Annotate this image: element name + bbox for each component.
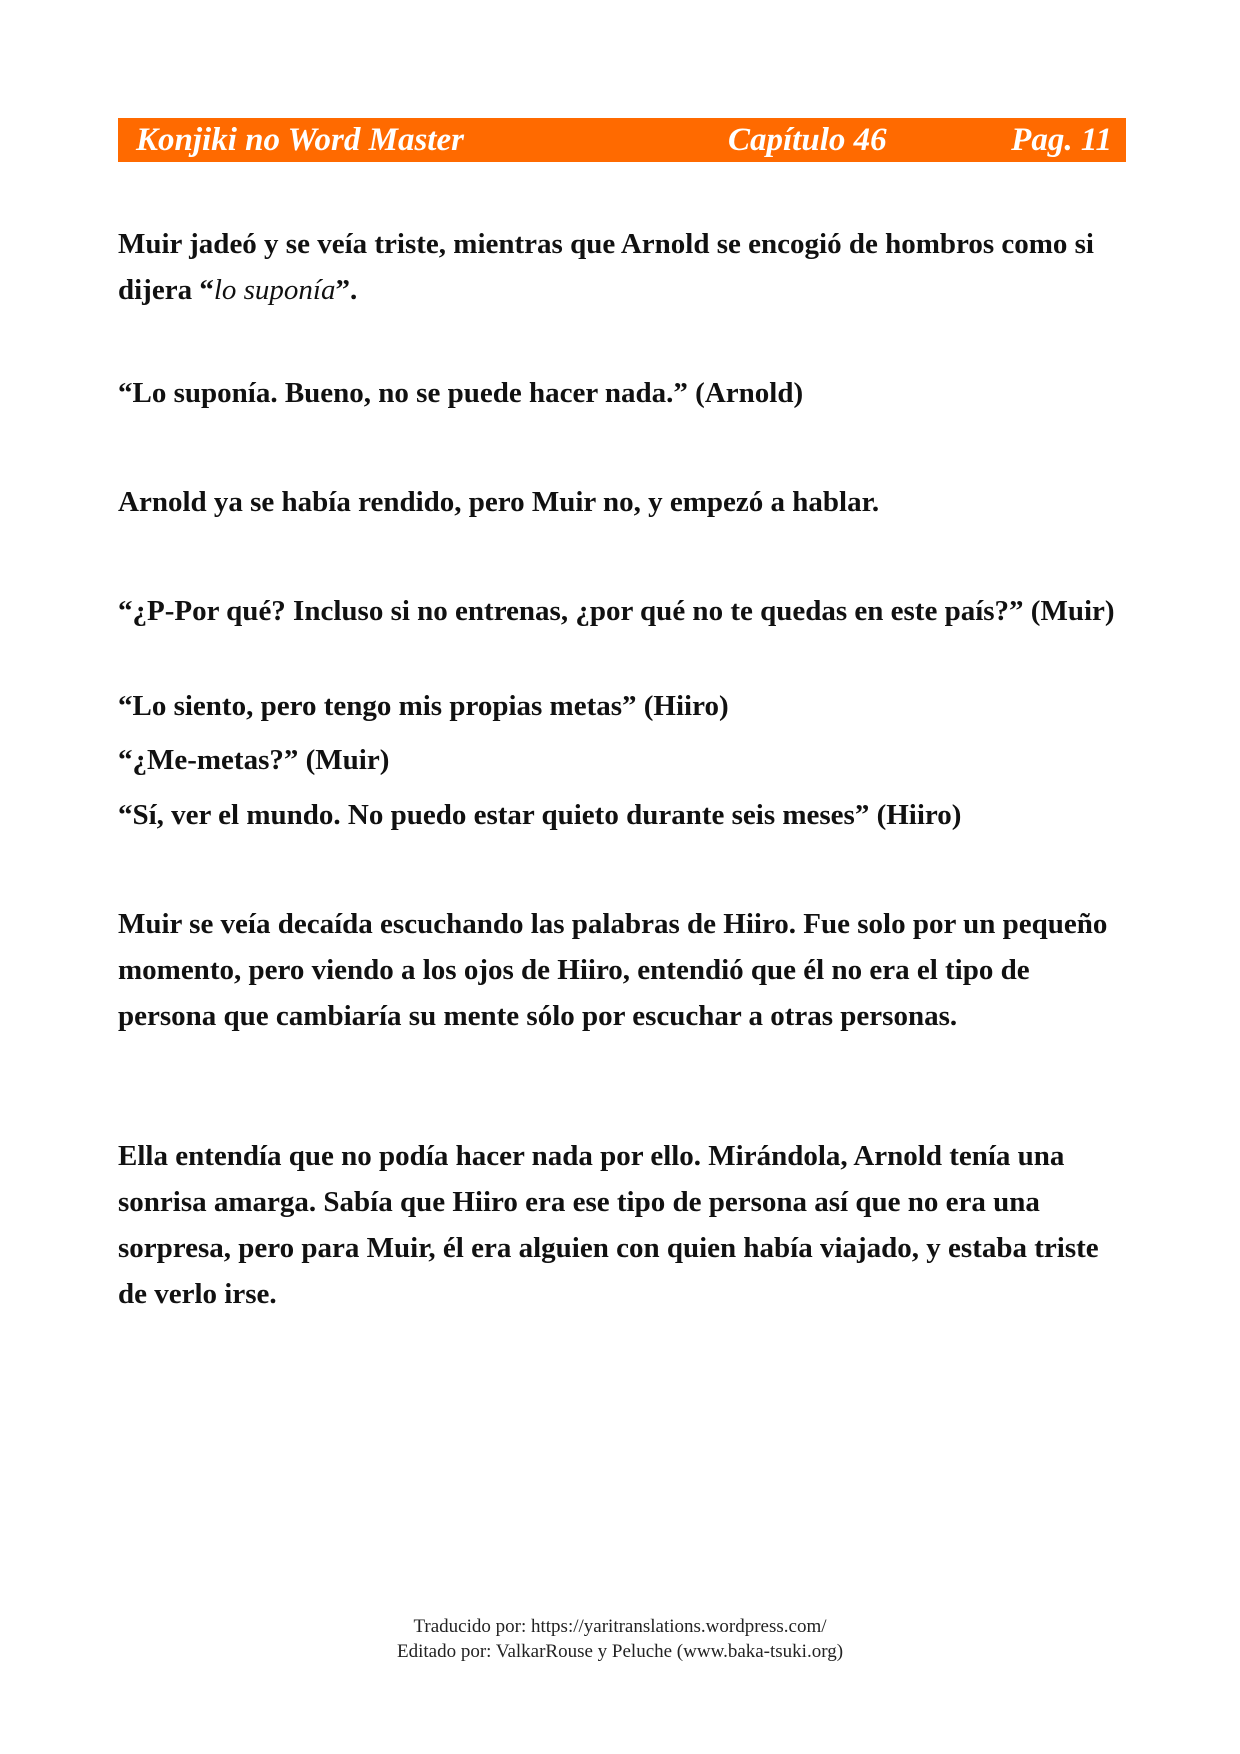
page-footer: [0, 1614, 1240, 1664]
page-header: [118, 118, 1126, 162]
footer-translated-by: Traducido por: https://yaritranslations.wordpress.com/: [413, 1616, 827, 1637]
paragraph-9: Ella entendía que no podía hacer nada por ello. Mirándola, Arnold tenía una sonrisa amarga. Sabía que Hiiro era ese tipo de persona así que no era una sorpresa, pero para Muir, él era alguien con quien había viajado, y estaba triste de verlo irse.: [118, 1140, 1099, 1310]
paragraph-8: Muir se veía decaída escuchando las palabras de Hiiro. Fue solo por un pequeño momento, pero viendo a los ojos de Hiiro, entendió que él no era el tipo de persona que cambiaría su mente sólo por escuchar a otras personas.: [118, 908, 1108, 1032]
paragraph-1-end: ”.: [335, 274, 358, 306]
paragraph-2: “Lo suponía. Bueno, no se puede hacer nada.” (Arnold): [118, 377, 804, 409]
paragraph-3: Arnold ya se había rendido, pero Muir no, y empezó a hablar.: [118, 486, 880, 518]
paragraph-4: “¿P-Por qué? Incluso si no entrenas, ¿por qué no te quedas en este país?” (Muir): [118, 595, 1115, 627]
paragraph-6: “¿Me-metas?” (Muir): [118, 744, 390, 776]
paragraph-1-italic: lo suponía: [213, 274, 336, 306]
paragraph-1-text: Muir jadeó y se veía triste, mientras que Arnold se encogió de hombros como si dijera “: [118, 228, 1094, 306]
paragraph-1: [118, 221, 1128, 313]
footer-edited-by: Editado por: ValkarRouse y Peluche (www.baka-tsuki.org): [396, 1641, 844, 1662]
chapter-label: Capítulo 46: [728, 122, 887, 158]
paragraph-5: “Lo siento, pero tengo mis propias metas” (Hiiro): [118, 690, 729, 722]
page-number: Pag. 11: [1011, 122, 1112, 158]
paragraph-7: “Sí, ver el mundo. No puedo estar quieto durante seis meses” (Hiiro): [118, 799, 962, 831]
book-title: Konjiki no Word Master: [136, 122, 464, 158]
